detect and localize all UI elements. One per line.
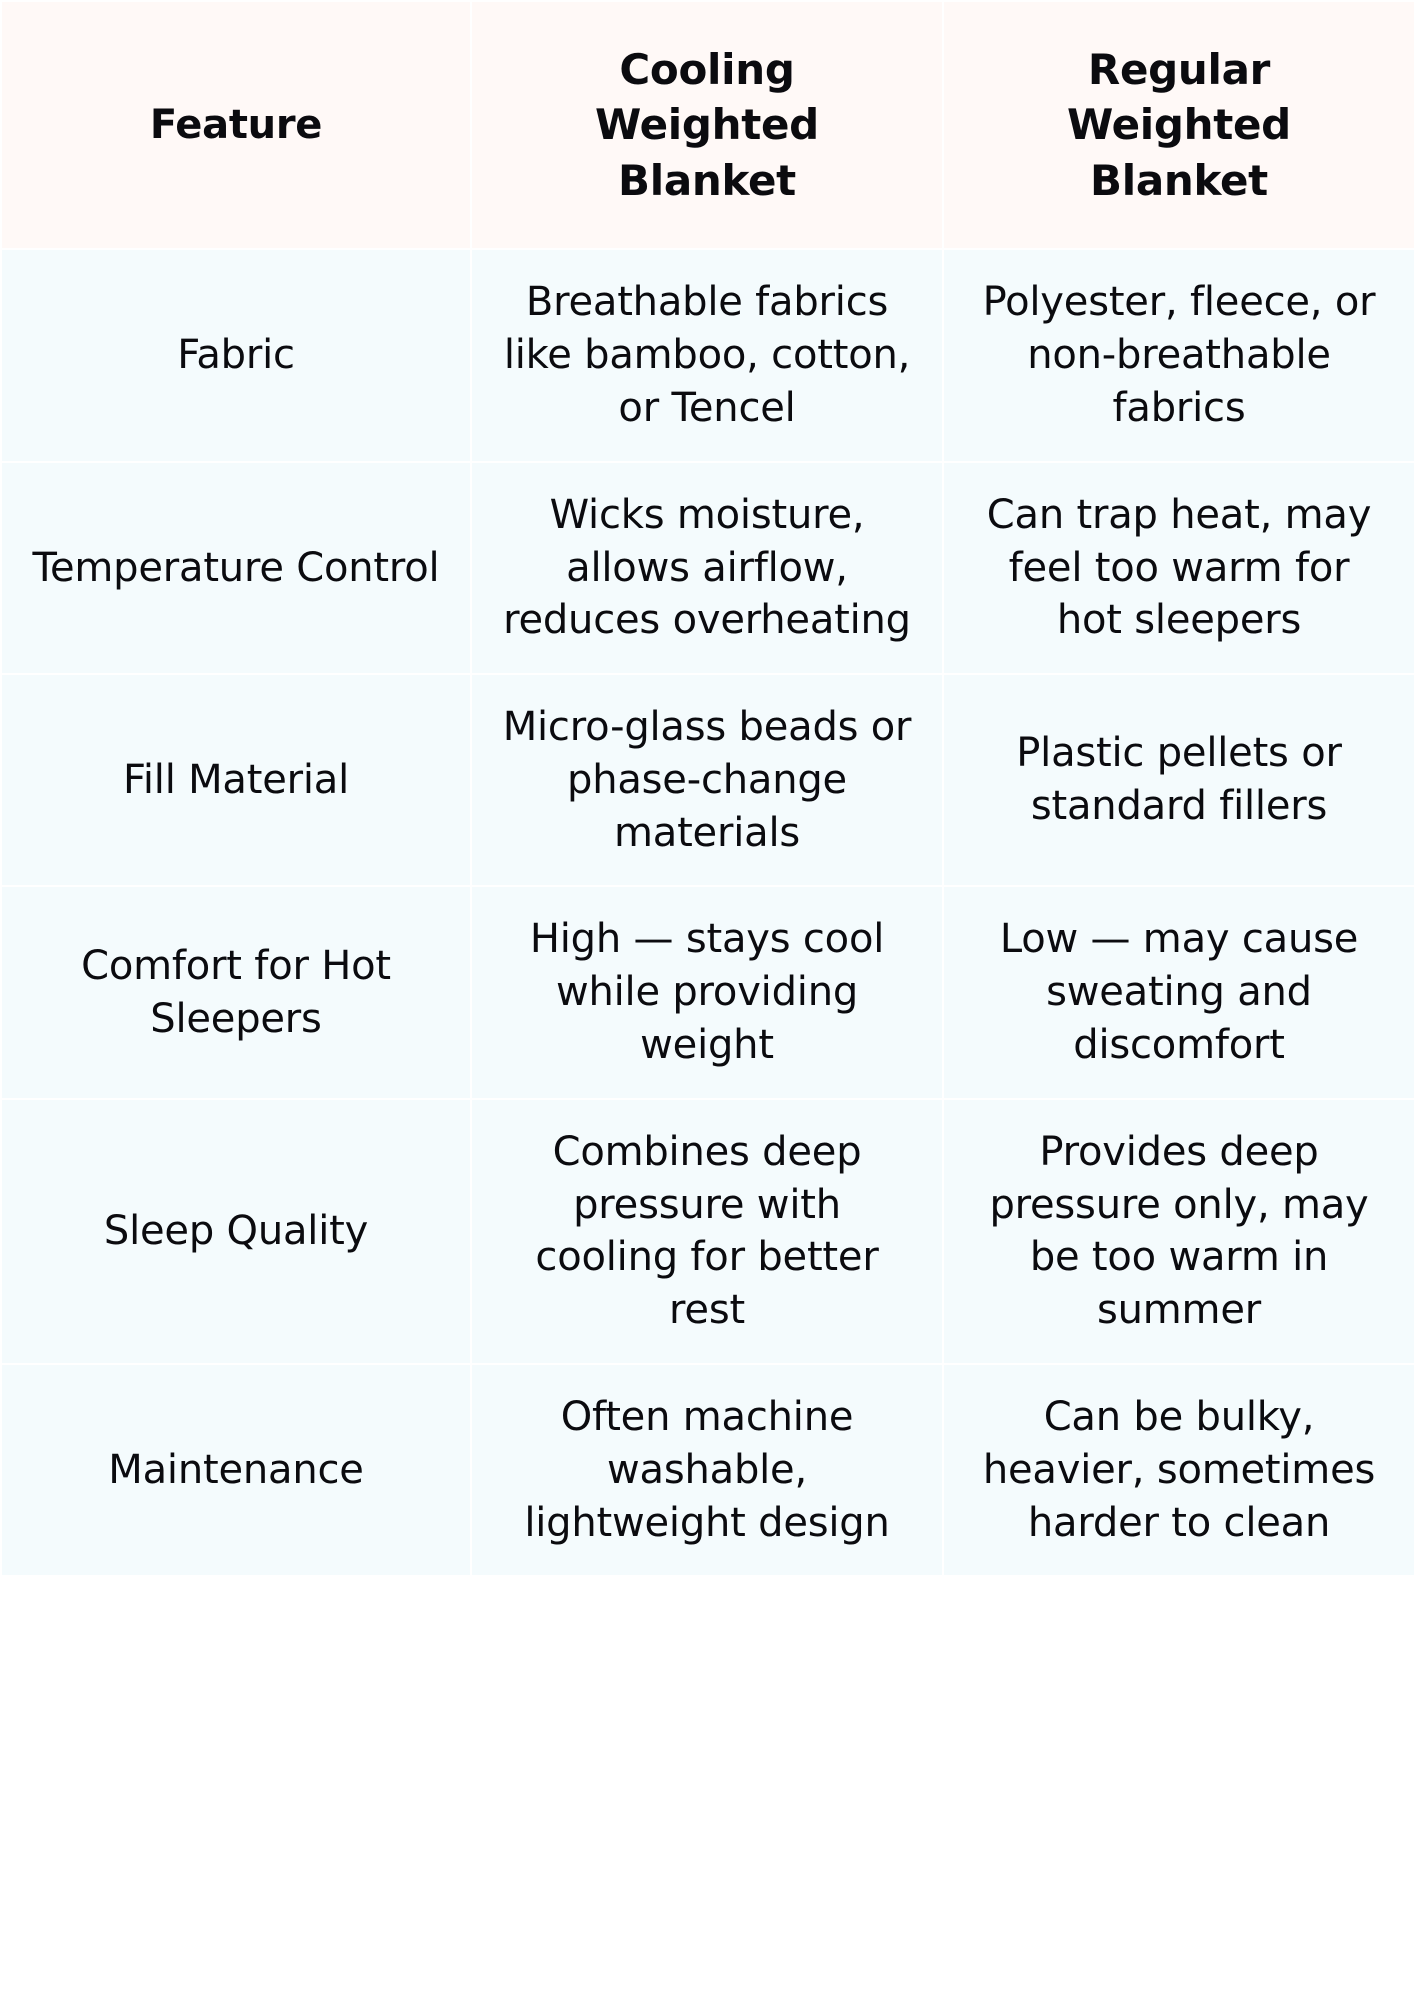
table-row — [1, 249, 1414, 461]
table-row — [1, 462, 1414, 674]
cell-regular: Low — may cause sweating and discomfort — [943, 886, 1414, 1098]
cell-feature: Fill Material — [1, 674, 471, 886]
cell-cooling: Combines deep pressure with cooling for better rest — [471, 1099, 943, 1364]
cell-regular: Can trap heat, may feel too warm for hot sleepers — [943, 462, 1414, 674]
cell-feature: Fabric — [1, 249, 471, 461]
cell-feature: Maintenance — [1, 1364, 471, 1576]
cell-cooling: Often machine washable, lightweight design — [471, 1364, 943, 1576]
cell-feature: Temperature Control — [1, 462, 471, 674]
cell-cooling: Micro-glass beads or phase-change materials — [471, 674, 943, 886]
cell-regular: Can be bulky, heavier, sometimes harder to clean — [943, 1364, 1414, 1576]
table-row — [1, 1099, 1414, 1364]
column-header-feature: Feature — [1, 1, 471, 249]
table-body — [1, 249, 1414, 1576]
cell-cooling: Breathable fabrics like bamboo, cotton, or Tencel — [471, 249, 943, 461]
table-row — [1, 674, 1414, 886]
column-header-cooling-weighted-blanket: Cooling Weighted Blanket — [471, 1, 943, 249]
cell-regular: Plastic pellets or standard fillers — [943, 674, 1414, 886]
cell-cooling: High — stays cool while providing weight — [471, 886, 943, 1098]
cell-feature: Comfort for Hot Sleepers — [1, 886, 471, 1098]
cell-regular: Polyester, fleece, or non-breathable fabrics — [943, 249, 1414, 461]
table-row — [1, 886, 1414, 1098]
column-header-regular-weighted-blanket: Regular Weighted Blanket — [943, 1, 1414, 249]
cell-feature: Sleep Quality — [1, 1099, 471, 1364]
table-header — [1, 1, 1414, 249]
cell-regular: Provides deep pressure only, may be too warm in summer — [943, 1099, 1414, 1364]
table-header-row — [1, 1, 1414, 249]
table-row — [1, 1364, 1414, 1576]
cell-cooling: Wicks moisture, allows airflow, reduces overheating — [471, 462, 943, 674]
